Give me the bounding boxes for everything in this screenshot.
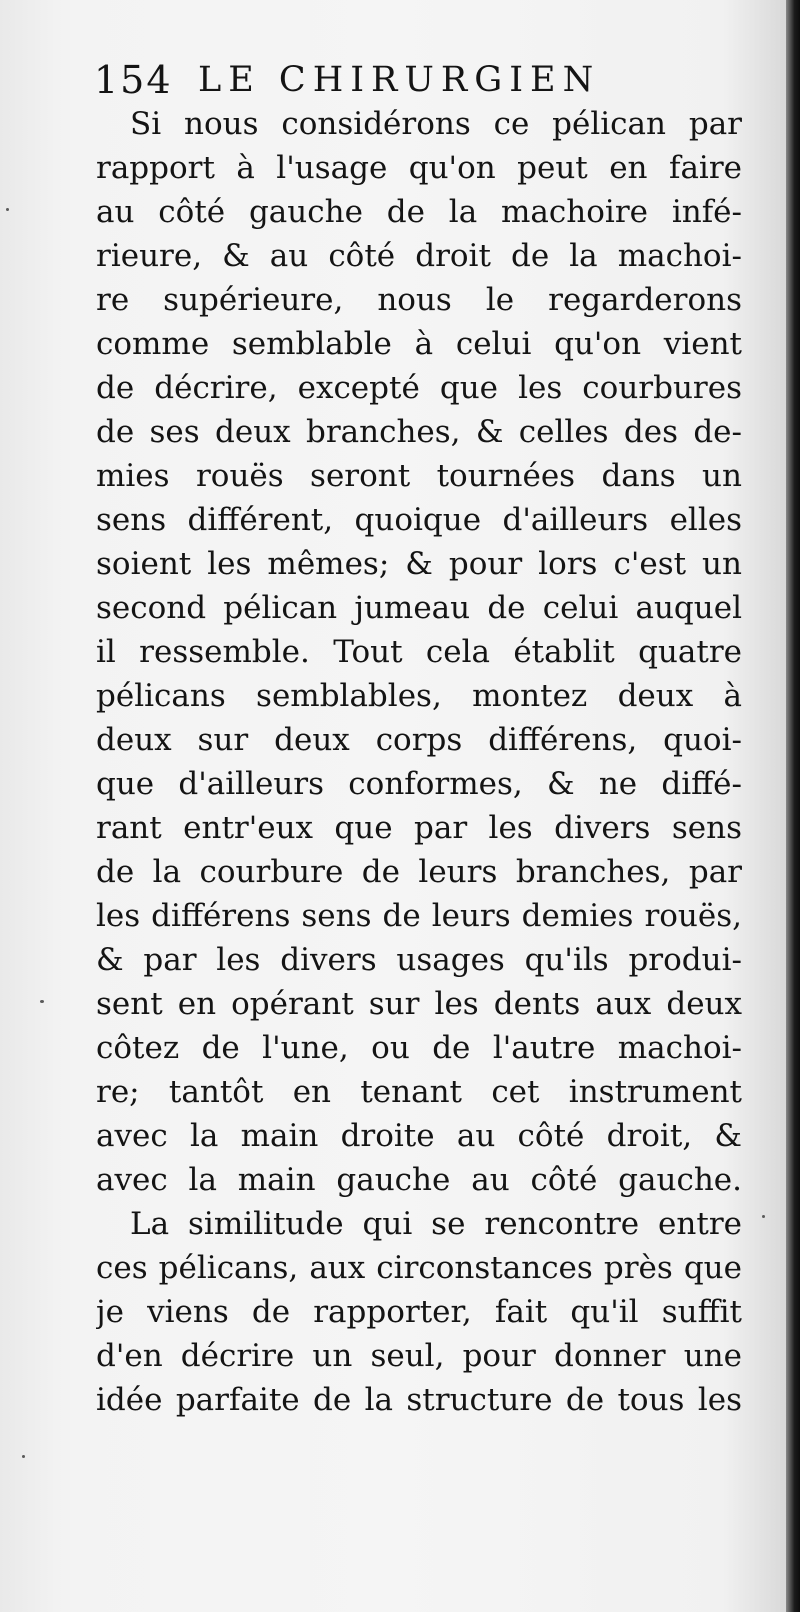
text-line: second pélican jumeau de celui auquel xyxy=(96,590,742,626)
text-line: rant entr'eux que par les divers sens xyxy=(96,810,742,846)
paper-speck xyxy=(22,1455,25,1458)
text-line: de décrire, excepté que les courbures xyxy=(96,370,742,406)
book-spine-edge xyxy=(786,0,800,1612)
text-line: avec la main droite au côté droit, & xyxy=(96,1118,742,1154)
running-title: LE CHIRURGIEN xyxy=(198,60,601,100)
text-line: deux sur deux corps différens, quoi- xyxy=(96,722,742,758)
text-line: re; tantôt en tenant cet instrument xyxy=(96,1074,742,1110)
text-line: rapport à l'usage qu'on peut en faire xyxy=(96,150,742,186)
body-text xyxy=(96,102,742,1422)
text-line: sens différent, quoique d'ailleurs elles xyxy=(96,502,742,538)
paper-speck xyxy=(6,208,9,211)
paper-speck xyxy=(40,1000,44,1003)
text-line: il ressemble. Tout cela établit quatre xyxy=(96,634,742,670)
text-line: re supérieure, nous le regarderons xyxy=(96,282,742,318)
text-line: de ses deux branches, & celles des de- xyxy=(96,414,742,450)
text-line: pélicans semblables, montez deux à xyxy=(96,678,742,714)
text-line: & par les divers usages qu'ils produi- xyxy=(96,942,742,978)
running-header xyxy=(94,52,614,108)
text-line: que d'ailleurs conformes, & ne diffé- xyxy=(96,766,742,802)
text-line: côtez de l'une, ou de l'autre machoi- xyxy=(96,1030,742,1066)
text-line: les différens sens de leurs demies rouës, xyxy=(96,898,742,934)
text-line: La similitude qui se rencontre entre xyxy=(130,1206,742,1242)
text-line: rieure, & au côté droit de la machoi- xyxy=(96,238,742,274)
page-number: 154 xyxy=(94,58,173,102)
text-line: au côté gauche de la machoire infé- xyxy=(96,194,742,230)
text-line: mies rouës seront tournées dans un xyxy=(96,458,742,494)
text-line: d'en décrire un seul, pour donner une xyxy=(96,1338,742,1374)
text-line: sent en opérant sur les dents aux deux xyxy=(96,986,742,1022)
text-line: de la courbure de leurs branches, par xyxy=(96,854,742,890)
paper-speck xyxy=(762,1215,765,1218)
text-line: comme semblable à celui qu'on vient xyxy=(96,326,742,362)
text-line: idée parfaite de la structure de tous les xyxy=(96,1382,742,1418)
text-line: soient les mêmes; & pour lors c'est un xyxy=(96,546,742,582)
text-line: je viens de rapporter, fait qu'il suffit xyxy=(96,1294,742,1330)
text-line: ces pélicans, aux circonstances près que xyxy=(96,1250,742,1286)
text-line: Si nous considérons ce pélican par xyxy=(130,106,742,142)
text-line: avec la main gauche au côté gauche. xyxy=(96,1162,742,1198)
